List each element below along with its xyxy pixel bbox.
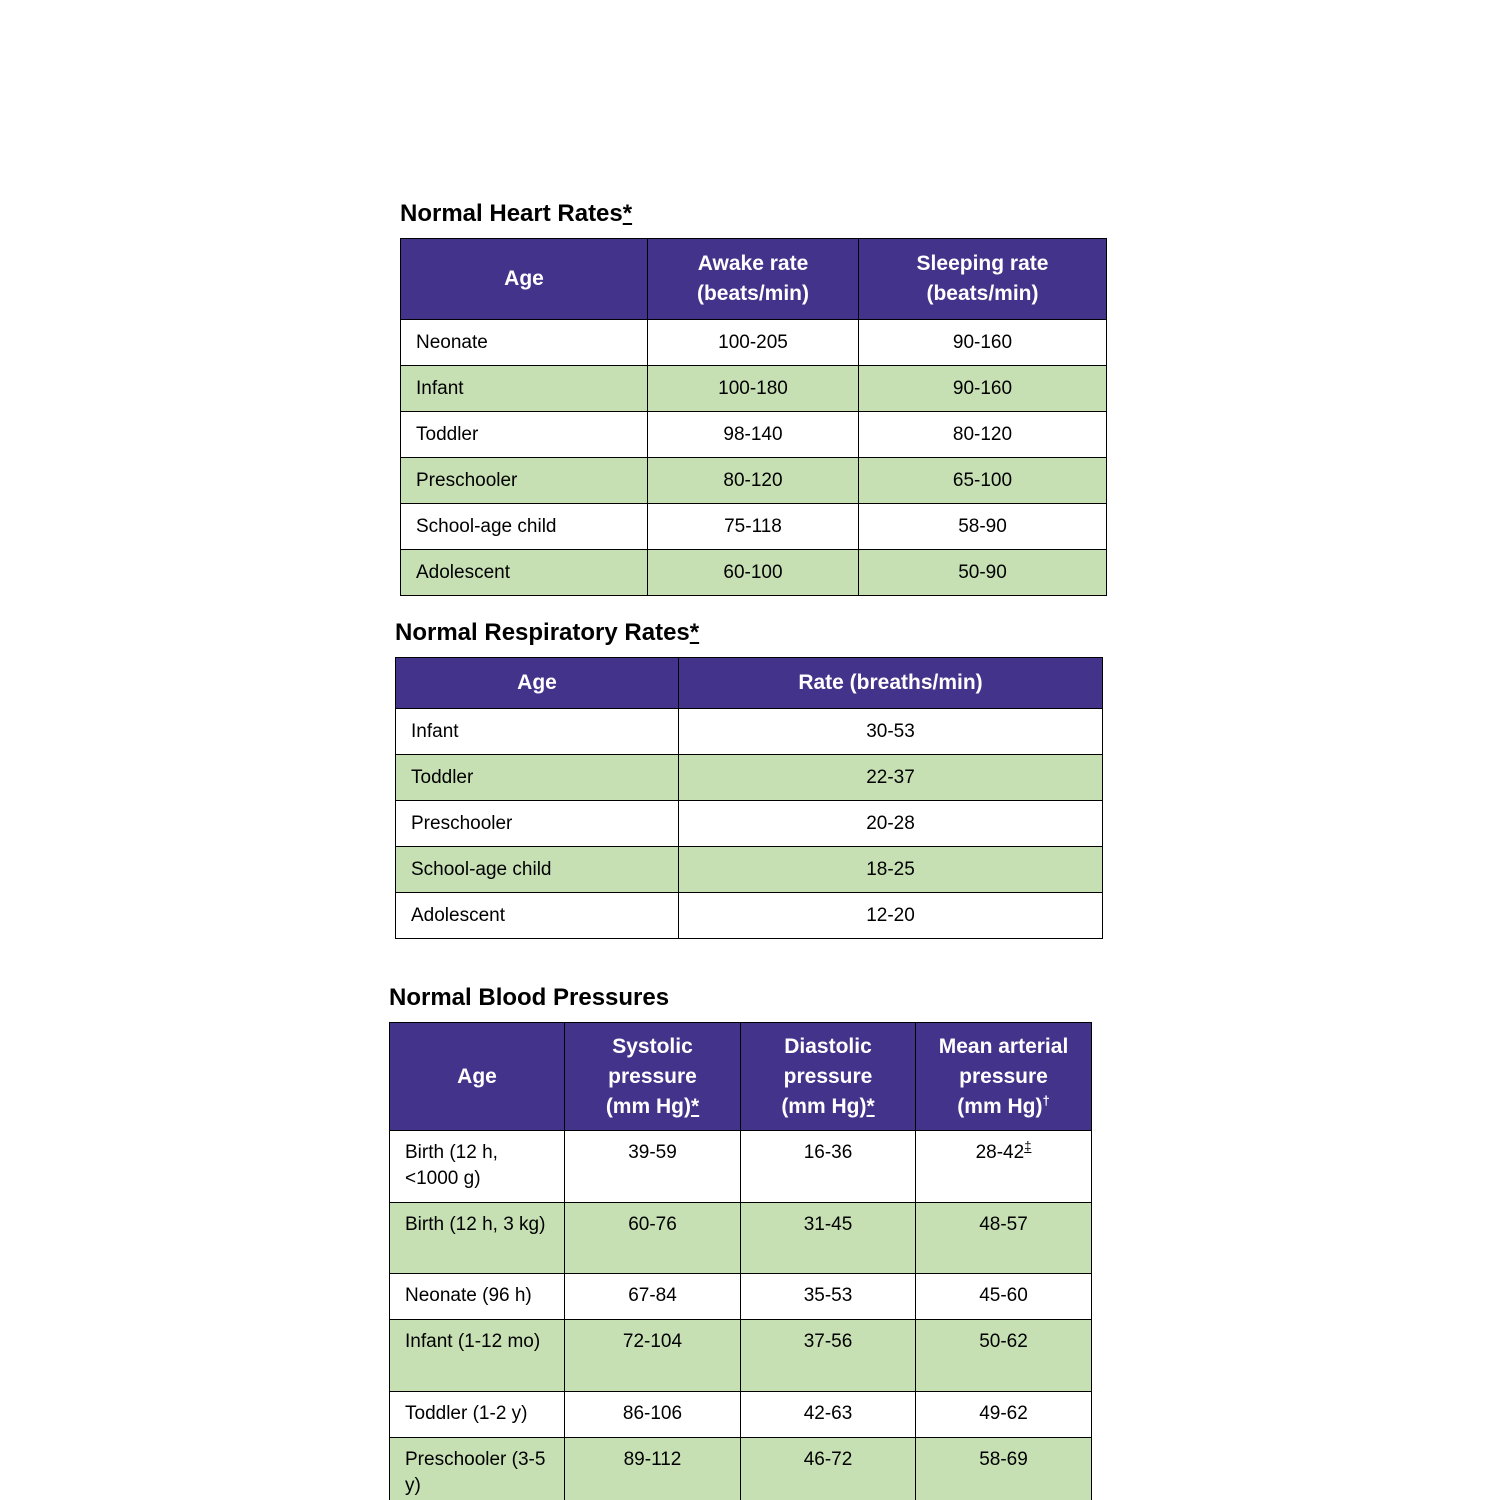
cell-age: Adolescent (401, 550, 648, 596)
table-row (390, 1392, 1092, 1438)
cell-age: Birth (12 h, 3 kg) (390, 1203, 565, 1274)
heart-rates-title: Normal Heart Rates* (400, 200, 633, 227)
table-row (401, 550, 1107, 596)
cell-age: Adolescent (396, 893, 679, 939)
cell-age: Preschooler (3-5 y) (390, 1438, 565, 1500)
cell-diastolic: 42-63 (741, 1392, 916, 1438)
cell-systolic: 39-59 (565, 1131, 741, 1203)
cell-sleeping: 65-100 (859, 458, 1107, 504)
table-header-row (390, 1023, 1092, 1131)
cell-mean: 48-57 (916, 1203, 1092, 1274)
cell-age: Infant (1-12 mo) (390, 1320, 565, 1392)
table-row (390, 1203, 1092, 1274)
cell-diastolic: 16-36 (741, 1131, 916, 1203)
cell-rate: 18-25 (679, 847, 1103, 893)
table-row (401, 412, 1107, 458)
footnote-mark[interactable]: * (622, 200, 633, 227)
cell-rate: 12-20 (679, 893, 1103, 939)
header-rate: Rate (breaths/min) (679, 658, 1103, 709)
header-systolic: Systolic pressure (mm Hg)* (565, 1023, 741, 1131)
header-age: Age (390, 1023, 565, 1131)
table-header-row (401, 239, 1107, 320)
table-row (396, 709, 1103, 755)
footnote-mark[interactable]: † (1042, 1092, 1050, 1108)
cell-age: Toddler (396, 755, 679, 801)
table-row (401, 504, 1107, 550)
cell-age: Toddler (401, 412, 648, 458)
table-row (396, 755, 1103, 801)
table-row (396, 893, 1103, 939)
header-age: Age (396, 658, 679, 709)
cell-age: Toddler (1-2 y) (390, 1392, 565, 1438)
cell-age: Birth (12 h, <1000 g) (390, 1131, 565, 1203)
respiratory-rates-section (395, 619, 1103, 939)
cell-rate: 20-28 (679, 801, 1103, 847)
table-row (401, 458, 1107, 504)
header-sleeping-rate: Sleeping rate (beats/min) (859, 239, 1107, 320)
table-row (390, 1438, 1092, 1500)
cell-age: Neonate (96 h) (390, 1274, 565, 1320)
cell-age: Neonate (401, 320, 648, 366)
header-awake-rate: Awake rate (beats/min) (648, 239, 859, 320)
respiratory-rates-table (395, 657, 1103, 939)
heart-rates-section (400, 200, 1107, 596)
blood-pressures-section (389, 984, 1092, 1500)
table-row (401, 320, 1107, 366)
cell-diastolic: 35-53 (741, 1274, 916, 1320)
cell-awake: 60-100 (648, 550, 859, 596)
cell-awake: 100-180 (648, 366, 859, 412)
cell-mean: 28-42‡ (916, 1131, 1092, 1203)
footnote-mark[interactable]: * (690, 1094, 700, 1118)
cell-rate: 22-37 (679, 755, 1103, 801)
table-row (390, 1131, 1092, 1203)
footnote-mark[interactable]: ‡ (1024, 1138, 1032, 1154)
table-row (396, 847, 1103, 893)
cell-awake: 100-205 (648, 320, 859, 366)
header-diastolic: Diastolic pressure (mm Hg)* (741, 1023, 916, 1131)
cell-mean: 58-69 (916, 1438, 1092, 1500)
cell-age: Preschooler (396, 801, 679, 847)
cell-age: School-age child (396, 847, 679, 893)
table-row (390, 1274, 1092, 1320)
cell-systolic: 60-76 (565, 1203, 741, 1274)
blood-pressures-title: Normal Blood Pressures (389, 984, 670, 1011)
cell-age: Infant (396, 709, 679, 755)
table-row (390, 1320, 1092, 1392)
table-row (401, 366, 1107, 412)
table-header-row (396, 658, 1103, 709)
cell-diastolic: 31-45 (741, 1203, 916, 1274)
cell-age: Infant (401, 366, 648, 412)
cell-systolic: 72-104 (565, 1320, 741, 1392)
cell-mean: 50-62 (916, 1320, 1092, 1392)
cell-systolic: 86-106 (565, 1392, 741, 1438)
cell-rate: 30-53 (679, 709, 1103, 755)
cell-age: School-age child (401, 504, 648, 550)
cell-mean: 49-62 (916, 1392, 1092, 1438)
footnote-mark[interactable]: * (866, 1094, 875, 1118)
cell-mean: 45-60 (916, 1274, 1092, 1320)
heart-rates-table (400, 238, 1107, 596)
cell-awake: 98-140 (648, 412, 859, 458)
header-age: Age (401, 239, 648, 320)
blood-pressures-table (389, 1022, 1092, 1500)
cell-sleeping: 90-160 (859, 366, 1107, 412)
cell-awake: 75-118 (648, 504, 859, 550)
cell-sleeping: 58-90 (859, 504, 1107, 550)
cell-awake: 80-120 (648, 458, 859, 504)
respiratory-rates-title: Normal Respiratory Rates* (395, 619, 700, 646)
cell-diastolic: 46-72 (741, 1438, 916, 1500)
cell-sleeping: 90-160 (859, 320, 1107, 366)
cell-sleeping: 50-90 (859, 550, 1107, 596)
table-row (396, 801, 1103, 847)
cell-sleeping: 80-120 (859, 412, 1107, 458)
cell-systolic: 89-112 (565, 1438, 741, 1500)
footnote-mark[interactable]: * (689, 619, 700, 646)
cell-systolic: 67-84 (565, 1274, 741, 1320)
cell-diastolic: 37-56 (741, 1320, 916, 1392)
header-mean-arterial: Mean arterial pressure (mm Hg)† (916, 1023, 1092, 1131)
cell-age: Preschooler (401, 458, 648, 504)
